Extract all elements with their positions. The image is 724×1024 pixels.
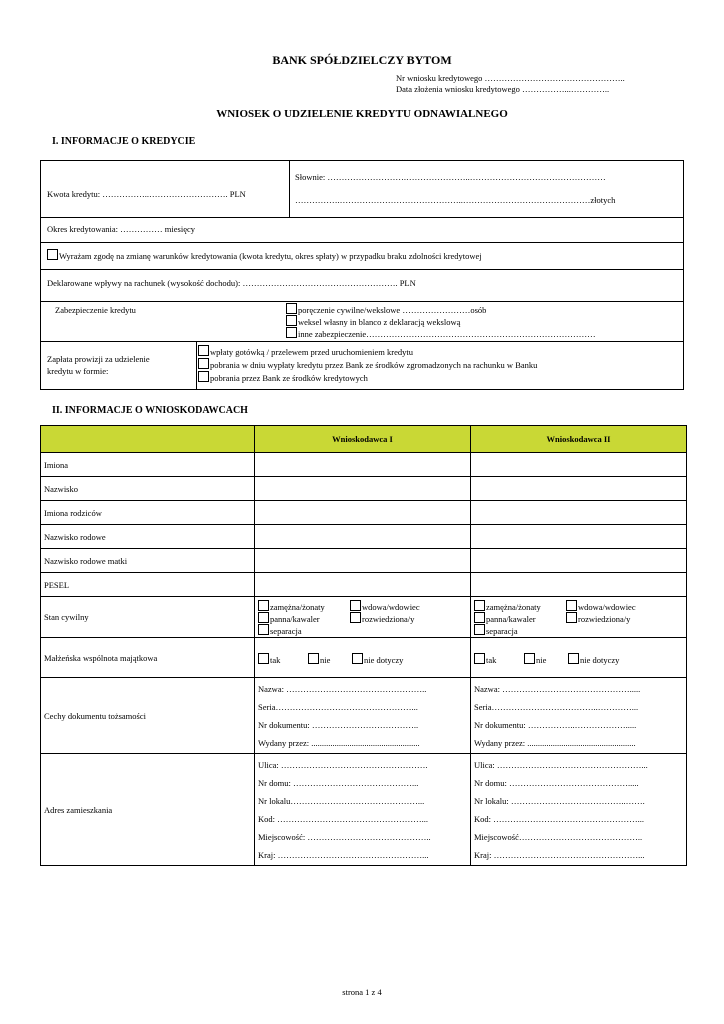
table-row (41, 754, 687, 866)
table-row (41, 477, 687, 501)
property-option-label: nie (320, 654, 331, 665)
applicants-table (40, 425, 687, 866)
applicant2-pesel-input[interactable] (471, 573, 687, 597)
commission-checkbox[interactable] (198, 358, 209, 369)
row-label: Nazwisko rodowe (41, 525, 255, 549)
row-label: Nazwisko rodowe matki (41, 549, 255, 573)
collateral-option-label: poręczenie cywilne/wekslowe ……………………osób (298, 305, 487, 315)
row-label: Cechy dokumentu tożsamości (41, 678, 255, 754)
table-row (41, 549, 687, 573)
marital-checkbox[interactable] (566, 612, 577, 623)
table-row (41, 678, 687, 754)
marital-checkbox[interactable] (350, 600, 361, 611)
marital-option-label: panna/kawaler (270, 613, 320, 624)
section2-title: II. INFORMACJE O WNIOSKODAWCACH (52, 405, 248, 416)
credit-period-field[interactable]: Okres kredytowania: …………… miesięcy (47, 224, 196, 234)
table-row (41, 638, 687, 678)
divider (41, 341, 683, 342)
marital-checkbox[interactable] (474, 612, 485, 623)
commission-option-label: pobrania przez Bank ze środków kredytowych (210, 373, 368, 383)
collateral-option (286, 327, 596, 339)
credit-info-box (40, 160, 684, 390)
collateral-checkbox[interactable] (286, 327, 297, 338)
commission-label: Zapłata prowizji za udzielenie (47, 354, 150, 364)
applicant2-family-name-input[interactable] (471, 525, 687, 549)
row-label: Adres zamieszkania (41, 754, 255, 866)
page-number: strona 1 z 4 (342, 987, 382, 997)
bank-name: BANK SPÓŁDZIELCZY BYTOM (272, 53, 452, 67)
applicant1-id-cell (255, 678, 471, 754)
row-label: Małżeńska wspólnota majątkowa (41, 638, 255, 678)
row-label: Imiona (41, 453, 255, 477)
id-field[interactable]: Nr dokumentu: ……………..………………..... (474, 719, 637, 730)
commission-option (198, 358, 537, 370)
applicant1-parents-input[interactable] (255, 501, 471, 525)
marital-option-label: rozwiedziona/y (578, 613, 631, 624)
divider (41, 269, 683, 270)
collateral-option-label: weksel własny in blanco z deklaracją wekslową (298, 317, 461, 327)
marital-checkbox[interactable] (474, 600, 485, 611)
id-field[interactable]: Seria…………………………………………... (258, 701, 418, 712)
divider (41, 217, 683, 218)
property-option-label: nie (536, 654, 547, 665)
applicant1-address-cell (255, 754, 471, 866)
table-header-row (41, 426, 687, 453)
address-field[interactable]: Kraj: ……………………………………………... (474, 849, 645, 860)
consent-checkbox[interactable] (47, 249, 58, 260)
commission-checkbox[interactable] (198, 345, 209, 356)
property-checkbox[interactable] (308, 653, 319, 664)
applicant1-header: Wnioskodawca I (255, 426, 471, 453)
applicant1-first-names-input[interactable] (255, 453, 471, 477)
divider (41, 301, 683, 302)
marital-option-label: wdowa/wdowiec (362, 601, 420, 612)
applicant2-first-names-input[interactable] (471, 453, 687, 477)
address-field[interactable]: Ulica: ……………………………………………. (258, 759, 428, 770)
applicant2-id-cell (471, 678, 687, 754)
address-field[interactable]: Kod: ……………………………………………... (258, 813, 428, 824)
applicant1-property-cell (255, 638, 471, 678)
marital-option-label: separacja (270, 625, 302, 636)
applicant2-property-cell (471, 638, 687, 678)
property-option-label: tak (486, 654, 497, 665)
id-field[interactable]: Nr dokumentu: ……………………………….. (258, 719, 419, 730)
address-field[interactable]: Nr domu: ……………………………………... (258, 777, 419, 788)
marital-option-label: wdowa/wdowiec (578, 601, 636, 612)
table-row (41, 573, 687, 597)
applicant1-family-name-input[interactable] (255, 525, 471, 549)
address-field[interactable]: Nr lokalu: …………………………………..……. (474, 795, 645, 806)
consent-label: Wyrażam zgodę na zmianę warunków kredytowania (kwota kredytu, okres spłaty) w przypadku braku zdolności kredytowej (59, 251, 482, 261)
marital-checkbox[interactable] (258, 600, 269, 611)
collateral-option (286, 315, 460, 327)
commission-label-2: kredytu w formie: (47, 366, 109, 376)
table-row (41, 501, 687, 525)
marital-option-label: panna/kawaler (486, 613, 536, 624)
commission-option-label: wpłaty gotówką / przelewem przed uruchomieniem kredytu (210, 347, 413, 357)
marital-option-label: zamężna/żonaty (486, 601, 541, 612)
applicant1-pesel-input[interactable] (255, 573, 471, 597)
address-field[interactable]: Kod: ……………………………………………... (474, 813, 644, 824)
application-date-field[interactable]: Data złożenia wniosku kredytowego ……………...………….. (396, 84, 610, 94)
marital-checkbox[interactable] (350, 612, 361, 623)
marital-checkbox[interactable] (566, 600, 577, 611)
table-row (41, 597, 687, 638)
applicant2-parents-input[interactable] (471, 501, 687, 525)
applicant1-marital-cell (255, 597, 471, 638)
property-checkbox[interactable] (568, 653, 579, 664)
commission-option (198, 371, 368, 383)
address-field[interactable]: Kraj: ……………………………………………... (258, 849, 429, 860)
commission-option (198, 345, 413, 357)
address-field[interactable]: Nr lokalu………………………………………... (258, 795, 425, 806)
collateral-checkbox[interactable] (286, 303, 297, 314)
divider (196, 341, 197, 390)
marital-option-label: zamężna/żonaty (270, 601, 325, 612)
id-field[interactable]: Seria………………………………..…………... (474, 701, 639, 712)
amount-in-words-field[interactable]: Słownie: ……………………….…………………..………………………………………… (295, 172, 606, 182)
applicant1-surname-input[interactable] (255, 477, 471, 501)
credit-amount-field[interactable]: Kwota kredytu: ……………..………………………. PLN (47, 189, 246, 199)
marital-option-label: separacja (486, 625, 518, 636)
collateral-checkbox[interactable] (286, 315, 297, 326)
applicant2-header: Wnioskodawca II (471, 426, 687, 453)
property-checkbox[interactable] (524, 653, 535, 664)
collateral-option-label: inne zabezpieczenie……………………………………………………………………… (298, 329, 596, 339)
property-option-label: nie dotyczy (580, 654, 620, 665)
marital-option-label: rozwiedziona/y (362, 613, 415, 624)
consent-row (47, 249, 482, 261)
row-label: PESEL (41, 573, 255, 597)
collateral-label: Zabezpieczenie kredytu (55, 305, 136, 315)
property-checkbox[interactable] (474, 653, 485, 664)
table-row (41, 525, 687, 549)
applicant2-marital-cell (471, 597, 687, 638)
applicant2-surname-input[interactable] (471, 477, 687, 501)
row-label: Imiona rodziców (41, 501, 255, 525)
applicant1-mother-name-input[interactable] (255, 549, 471, 573)
marital-checkbox[interactable] (258, 624, 269, 635)
divider (41, 242, 683, 243)
id-field[interactable]: Nazwa: ………………………………………..... (474, 683, 641, 694)
marital-checkbox[interactable] (474, 624, 485, 635)
table-row (41, 453, 687, 477)
address-field[interactable]: Miejscowość…………………………………….. (474, 831, 643, 842)
amount-in-words-continued[interactable]: …………….……………………………………..………………………………………złotych (295, 195, 616, 205)
id-field[interactable]: Wydany przez: ................................................... (258, 737, 420, 748)
header-empty-cell (41, 426, 255, 453)
applicant2-mother-name-input[interactable] (471, 549, 687, 573)
divider (289, 161, 290, 217)
id-field[interactable]: Nazwa: ………………………………………….. (258, 683, 427, 694)
commission-checkbox[interactable] (198, 371, 209, 382)
property-checkbox[interactable] (258, 653, 269, 664)
property-option-label: tak (270, 654, 281, 665)
marital-checkbox[interactable] (258, 612, 269, 623)
row-label: Nazwisko (41, 477, 255, 501)
collateral-option (286, 303, 486, 315)
address-field[interactable]: Miejscowość: …………………………………….. (258, 831, 431, 842)
form-title: WNIOSEK O UDZIELENIE KREDYTU ODNAWIALNEGO (216, 108, 508, 120)
address-field[interactable]: Nr domu: ……………………………………..... (474, 777, 639, 788)
applicant2-address-cell (471, 754, 687, 866)
address-field[interactable]: Ulica: ……………………………………………... (474, 759, 648, 770)
commission-option-label: pobrania w dniu wypłaty kredytu przez Bank ze środków zgromadzonych na rachunku w Banku (210, 360, 538, 370)
id-field[interactable]: Wydany przez: ................................................... (474, 737, 636, 748)
application-number-field[interactable]: Nr wniosku kredytowego ………………………………………….. (396, 73, 625, 83)
property-checkbox[interactable] (352, 653, 363, 664)
row-label: Stan cywilny (41, 597, 255, 638)
declared-income-field[interactable]: Deklarowane wpływy na rachunek (wysokość dochodu): ………………………………………………. PLN (47, 278, 416, 288)
property-option-label: nie dotyczy (364, 654, 404, 665)
section1-title: I. INFORMACJE O KREDYCIE (52, 136, 196, 147)
